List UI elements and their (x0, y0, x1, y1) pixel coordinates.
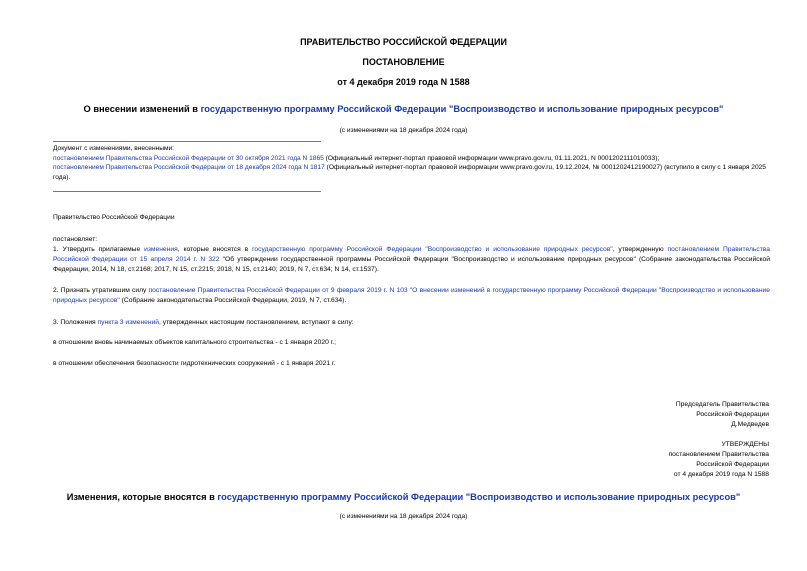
program-link[interactable]: государственную программу Российской Федерации "Воспроизводство и использование природных ресурсов" (252, 246, 613, 253)
amendment-1-source: (Официальный интернет-портал правовой информации www.pravo.gov.ru, 01.11.2021, N 0001202111010033); (323, 154, 660, 162)
decree-103-link[interactable]: постановление Правительства Российской Федерации от 9 февраля 2019 г. N 103 "О внесении изменений в государственную программу Российской Федерации "Воспроизводство и использование природных ресурсов" (53, 287, 770, 304)
p3-text-a: 3. Положения (53, 319, 98, 326)
p2-text-b: (Собрание законодательства Российской Федерации, 2019, N 7, ст.634). (119, 297, 347, 304)
approved-block (669, 440, 769, 480)
changes-title-revision: (с изменениями на 18 декабря 2024 года) (339, 513, 468, 520)
paragraph-5: в отношении обеспечения безопасности гидротехнических сооружений - с 1 января 2021 г. (53, 360, 336, 367)
paragraph-4: в отношении вновь начинаемых объектов капитального строительства - с 1 января 2020 г.; (53, 339, 337, 346)
item-3-link[interactable]: пункта 3 изменений (97, 319, 160, 326)
changes-title-program-link[interactable]: государственную программу Российской Федерации "Воспроизводство и использование природных ресурсов" (217, 492, 741, 502)
title-program-link[interactable]: государственную программу Российской Федерации "Воспроизводство и использование природных ресурсов" (200, 104, 724, 114)
government-heading: ПРАВИТЕЛЬСТВО РОССИЙСКОЙ ФЕДЕРАЦИИ (300, 37, 507, 47)
amendment-link-2024[interactable]: постановлением Правительства Российской Федерации от 18 декабря 2024 года N 1817 (53, 164, 325, 171)
changes-title-prefix: Изменения, которые вносятся в (66, 492, 218, 502)
p1-text-a: 1. Утвердить прилагаемые (53, 246, 145, 253)
p1-text-b: , которые вносятся в (177, 246, 253, 253)
decree-322-link[interactable]: постановлением Правительства Российской Федерации от 15 апреля 2014 г. N 322 (53, 246, 770, 263)
title-revision: (с изменениями на 18 декабря 2024 года) (339, 127, 468, 134)
changes-intro: Документ с изменениями, внесенными: (53, 145, 175, 152)
approved-line-2: постановлением Правительства (668, 451, 769, 458)
p1-text-c: , утвержденную (612, 246, 668, 253)
amendment-2-source: (Официальный интернет-портал правовой информации www.pravo.gov.ru, 19.12.2024, № 0001202412190027) (вступило в силу с 1 января 2025 года). (53, 164, 766, 181)
signature-line-2: Российской Федерации (696, 411, 769, 418)
title-prefix: О внесении изменений в (83, 104, 201, 114)
changes-item-1 (53, 154, 770, 164)
p1-text-d: "Об утверждении государственной программы Российской Федерации "Воспроизводство и использование природных ресурсов" (Собрание законодательства Российской Федерации, 2014, N 18, ст.2168; 2017, N 15, ст.2215; 2018, N 15, ст.2140; 2019, N 7, ст.634; N 14, ст.1537). (53, 256, 770, 273)
changes-title (0, 492, 807, 502)
signature-block (676, 400, 769, 430)
approved-line-1: УТВЕРЖДЕНЫ (721, 441, 769, 448)
approved-line-4: от 4 декабря 2019 года N 1588 (673, 471, 769, 478)
p2-text-a: 2. Признать утратившим силу (53, 287, 149, 294)
paragraph-1 (53, 245, 770, 275)
document-date-number: от 4 декабря 2019 года N 1588 (337, 77, 470, 87)
changes-link[interactable]: изменения (144, 246, 178, 253)
changes-item-2 (53, 163, 770, 182)
paragraph-2 (53, 286, 770, 306)
decides-word: постановляет: (53, 236, 98, 243)
p3-text-b: , утвержденных настоящим постановлением, вступают в силу: (159, 319, 354, 326)
document-type: ПОСТАНОВЛЕНИЕ (362, 57, 445, 67)
signature-line-3: Д.Медведев (731, 421, 769, 428)
government-subject: Правительство Российской Федерации (53, 214, 175, 221)
signature-line-1: Председатель Правительства (675, 401, 769, 408)
paragraph-3 (53, 318, 770, 328)
changes-box (53, 144, 770, 182)
changes-bottom-rule (53, 191, 321, 192)
changes-top-rule (53, 141, 321, 142)
amendment-link-2021[interactable]: постановлением Правительства Российской Федерации от 30 октября 2021 года N 1865 (53, 154, 324, 162)
approved-line-3: Российской Федерации (696, 461, 769, 468)
document-title (0, 104, 807, 114)
